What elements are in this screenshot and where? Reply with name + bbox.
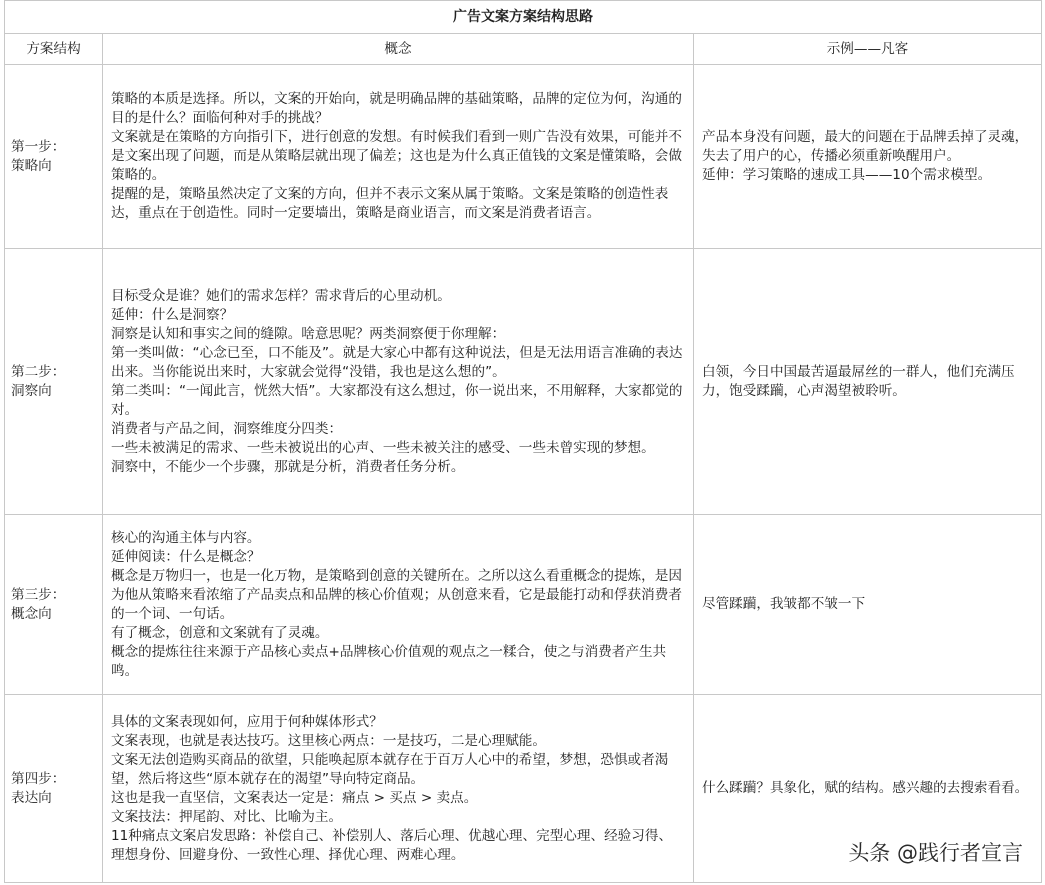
table-row xyxy=(5,249,1042,515)
concept-paragraph: 洞察是认知和事实之间的缝隙。啥意思呢？两类洞察便于你理解： xyxy=(111,325,506,342)
concept-paragraph: 策略的本质是选择。所以，文案的开始向，就是明确品牌的基础策略，品牌的定位为何，沟通的目的是什么？面临何种对手的挑战？ xyxy=(111,91,682,126)
example-paragraph: 产品本身没有问题，最大的问题在于品牌丢掉了灵魂，失去了用户的心，传播必须重新唤醒用户。 xyxy=(702,129,1029,164)
concept-paragraph: 洞察中，不能少一个步骤，那就是分析，消费者任务分析。 xyxy=(111,458,465,475)
table-header-row xyxy=(5,34,1042,65)
step-cell xyxy=(5,515,103,695)
concept-paragraph: 第二类叫：“一闻此言，恍然大悟”。大家都没有这么想过，你一说出来，不用解释，大家都觉的对。 xyxy=(111,382,683,418)
concept-paragraph: 延伸阅读：什么是概念？ xyxy=(111,548,261,565)
concept-paragraph: 概念是万物归一，也是一化万物，是策略到创意的关键所在。之所以这么看重概念的提炼，是因为他从策略来看浓缩了产品卖点和品牌的核心价值观；从创意来看，它是最能打动和俘获消费者的一个词、一句话。 xyxy=(111,567,682,622)
concept-cell xyxy=(103,515,694,695)
concept-paragraph: 这也是我一直坚信，文案表达一定是：痛点 > 买点 > 卖点。 xyxy=(111,789,478,806)
step-label: 概念向 xyxy=(11,605,52,622)
concept-paragraph: 第一类叫做：“心念已至，口不能及”。就是大家心中都有这种说法，但是无法用语言准确的表达出来。当你能说出来时，大家就会觉得“没错，我也是这么想的”。 xyxy=(111,344,683,380)
concept-paragraph: 核心的沟通主体与内容。 xyxy=(111,529,261,546)
concept-paragraph: 一些未被满足的需求、一些未被说出的心声、一些未被关注的感受、一些未曾实现的梦想。 xyxy=(111,439,655,456)
example-cell xyxy=(694,65,1042,249)
table-row xyxy=(5,515,1042,695)
step-number: 第一步： xyxy=(11,138,66,155)
concept-paragraph: 概念的提炼往往来源于产品核心卖点+品牌核心价值观的观点之一糅合，使之与消费者产生共鸣。 xyxy=(111,643,667,679)
concept-paragraph: 文案技法：押尾韵、对比、比喻为主。 xyxy=(111,808,343,825)
table-row xyxy=(5,65,1042,249)
step-cell xyxy=(5,65,103,249)
step-number: 第四步： xyxy=(11,770,66,787)
header-structure: 方案结构 xyxy=(5,34,103,65)
header-example: 示例——凡客 xyxy=(694,34,1042,65)
concept-paragraph: 消费者与产品之间，洞察维度分四类： xyxy=(111,420,343,437)
step-label: 策略向 xyxy=(11,157,52,174)
header-concept: 概念 xyxy=(103,34,694,65)
concept-cell xyxy=(103,695,694,883)
concept-paragraph: 延伸：什么是洞察？ xyxy=(111,306,234,323)
step-cell xyxy=(5,695,103,883)
concept-paragraph: 文案就是在策略的方向指引下，进行创意的发想。有时候我们看到一则广告没有效果，可能并不是文案出现了问题，而是从策略层就出现了偏差；这也是为什么真正值钱的文案是懂策略，会做策略的。 xyxy=(111,129,682,183)
concept-paragraph: 有了概念，创意和文案就有了灵魂。 xyxy=(111,624,329,641)
concept-cell xyxy=(103,249,694,515)
example-paragraph: 白领，今日中国最苦逼最屌丝的一群人，他们充满压力，饱受蹂躏，心声渴望被聆听。 xyxy=(702,363,1015,399)
concept-paragraph: 提醒的是，策略虽然决定了文案的方向，但并不表示文案从属于策略。文案是策略的创造性表达，重点在于创造性。同时一定要墙出，策略是商业语言，而文案是消费者语言。 xyxy=(111,186,669,221)
step-number: 第三步： xyxy=(11,586,66,603)
example-cell xyxy=(694,515,1042,695)
example-paragraph: 延伸：学习策略的速成工具——10个需求模型。 xyxy=(702,167,992,183)
table-title: 广告文案方案结构思路 xyxy=(5,1,1042,34)
concept-paragraph: 11种痛点文案启发思路：补偿自己、补偿别人、落后心理、优越心理、完型心理、经验习得、理想身份、回避身份、一致性心理、择优心理、两难心理。 xyxy=(111,827,673,863)
example-paragraph: 尽管蹂躏，我皱都不皱一下 xyxy=(702,596,866,612)
concept-paragraph: 具体的文案表现如何，应用于何种媒体形式？ xyxy=(111,713,383,730)
step-label: 表达向 xyxy=(11,789,52,806)
copywriting-structure-table xyxy=(4,0,1042,883)
concept-paragraph: 目标受众是谁？她们的需求怎样？需求背后的心里动机。 xyxy=(111,287,451,304)
example-paragraph: 什么蹂躏？具象化，赋的结构。感兴趣的去搜索看看。 xyxy=(702,780,1029,796)
source-watermark: 头条 @践行者宣言 xyxy=(848,841,1023,865)
concept-cell xyxy=(103,65,694,249)
concept-paragraph: 文案表现，也就是表达技巧。这里核心两点：一是技巧，二是心理赋能。 xyxy=(111,732,546,749)
step-cell xyxy=(5,249,103,515)
example-cell xyxy=(694,249,1042,515)
concept-paragraph: 文案无法创造购买商品的欲望，只能唤起原本就存在于百万人心中的希望，梦想，恐惧或者渴望，然后将这些“原本就存在的渴望”导向特定商品。 xyxy=(111,751,669,787)
step-label: 洞察向 xyxy=(11,382,52,399)
step-number: 第二步： xyxy=(11,363,66,380)
table-title-row xyxy=(5,1,1042,34)
